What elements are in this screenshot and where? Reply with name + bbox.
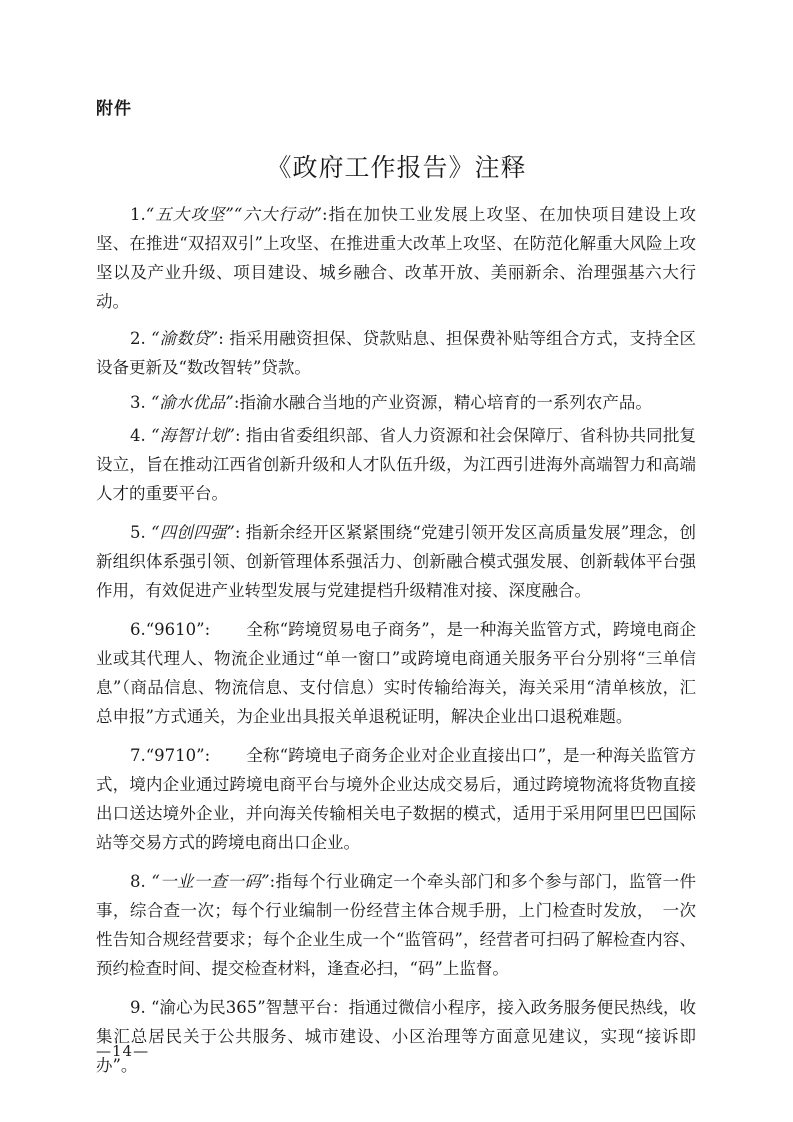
note-term: “9710”: <box>145 746 211 765</box>
note-term: “渝心为民365” <box>151 998 266 1017</box>
note-number: 2. <box>130 329 146 348</box>
note-term: “海智计划” <box>151 426 235 445</box>
note-body: 全称“跨境电子商务企业对企业直接出口”，是一种海关监管方式，境内企业通过跨境电商平台与境外企业达成交易后，通过跨境物流将货物直接出口送达境外企业，并向海关传输相关电子数据的模式，适用于采用阿里巴巴国际站等交易方式的跨境电商出口企业。 <box>96 746 696 852</box>
note-number: 9. <box>130 998 146 1017</box>
note-term: “渝水优品” <box>151 393 234 412</box>
note-number: 7. <box>130 746 146 765</box>
page-title: 《政府工作报告》注释 <box>266 153 527 182</box>
note-number: 4. <box>130 426 146 445</box>
note-body: : 指采用融资担保、贷款贴息、担保费补贴等组合方式，支持全区设备更新及“数改智转”贷款。 <box>96 329 696 377</box>
note-number: 5. <box>130 523 146 542</box>
note-body: : 指由省委组织部、省人力资源和社会保障厅、省科协共同批复设立，旨在推动江西省创新升级和人才队伍升级，为江西引进海外高端智力和高端人才的重要平台。 <box>96 426 696 503</box>
note-item <box>96 867 696 983</box>
note-body: 全称“跨境贸易电子商务”，是一种海关监管方式，跨境电商企业或其代理人、物流企业通过“单一窗口”或跨境电商通关服务平台分别将“三单信息”（商品信息、物流信息、支付信息）实时传输给海关，海关采用“清单核放，汇总申报”方式通关，为企业出具报关单退税证明，解决企业出口退税难题。 <box>96 620 696 726</box>
note-term: “9610”: <box>145 620 211 639</box>
note-number: 6. <box>130 620 146 639</box>
note-body: :指渝水融合当地的产业资源，精心培育的一系列农产品。 <box>233 393 652 412</box>
note-term: “四创四强” <box>151 523 235 542</box>
note-item <box>96 421 696 508</box>
note-item <box>96 615 696 731</box>
note-body: :指在加快工业发展上攻坚、在加快项目建设上攻坚、在推进“双招双引”上攻坚、在推进重大改革上攻坚、在防范化解重大风险上攻坚以及产业升级、项目建设、城乡融合、改革开放、美丽新余、治理强基六大行动。 <box>96 205 697 311</box>
note-item <box>96 324 696 382</box>
note-term: “五大攻坚”“六大行动” <box>145 205 322 224</box>
note-item <box>96 993 696 1080</box>
note-body: :指每个行业确定一个牵头部门和多个参与部门，监管一件事，综合查一次；每个行业编制一份经营主体合规手册，上门检查时发放， 一次性告知合规经营要求；每个企业生成一个“监管码”，经营者可扫码了解检查内容、预约检查时间、提交检查材料，逢查必扫，“码”上监督。 <box>96 872 697 978</box>
attachment-label: 附件 <box>96 99 132 119</box>
note-item <box>96 518 696 605</box>
note-number: 3. <box>130 393 146 412</box>
notes-list <box>96 200 696 1080</box>
note-body: 智慧平台：指通过微信小程序，接入政务服务便民热线，收集汇总居民关于公共服务、城市建设、小区治理等方面意见建议，实现“接诉即办”。 <box>96 998 696 1075</box>
note-number: 1. <box>130 205 146 224</box>
note-item <box>96 388 696 417</box>
note-item <box>96 200 696 316</box>
note-term: “渝数贷” <box>151 329 219 348</box>
note-number: 8. <box>130 872 146 891</box>
note-item <box>96 741 696 857</box>
page-number: —14— <box>96 1042 150 1060</box>
note-body: : 指新余经开区紧紧围绕“党建引领开发区高质量发展”理念，创新组织体系强引领、创新管理体系强活力、创新融合模式强发展、创新载体平台强作用，有效促进产业转型发展与党建提档升级精准对接、深度融合。 <box>96 523 696 600</box>
note-term: “一业一查一码” <box>151 872 270 891</box>
